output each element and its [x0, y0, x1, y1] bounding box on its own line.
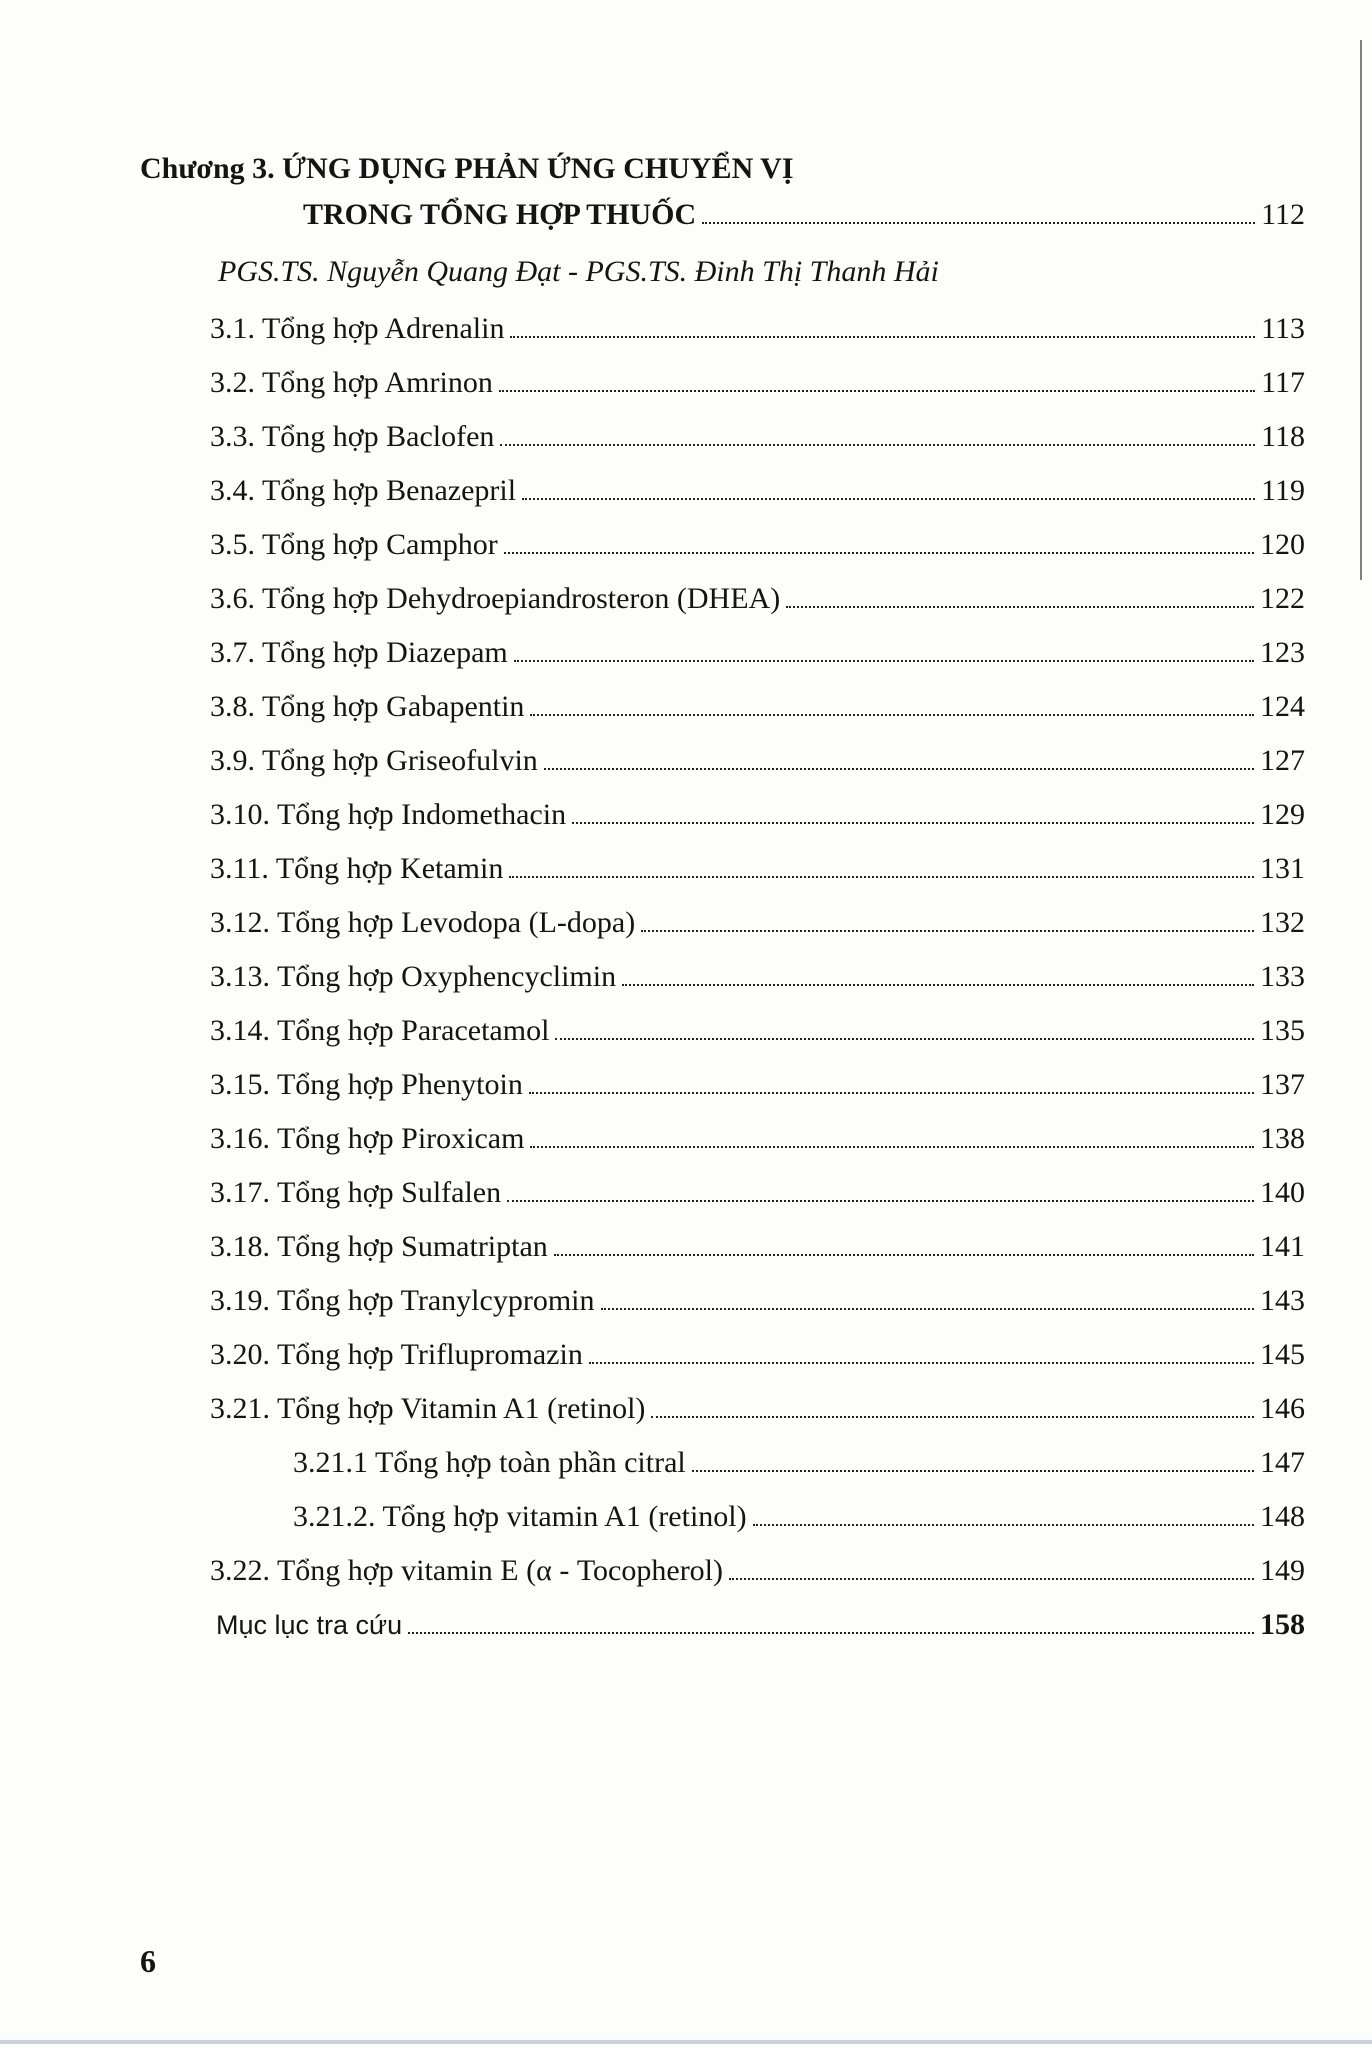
toc-entry-label: 3.16. Tổng hợp Piroxicam	[210, 1122, 525, 1155]
toc-entry[interactable]	[210, 950, 1305, 1004]
toc-entry-label: 3.15. Tổng hợp Phenytoin	[210, 1068, 523, 1101]
dot-leader	[544, 768, 1254, 770]
toc-entry-label: 3.4. Tổng hợp Benazepril	[210, 474, 517, 507]
chapter-title-line2-row	[303, 196, 1305, 234]
dot-leader	[509, 876, 1254, 878]
toc-entry-label: 3.21. Tổng hợp Vitamin A1 (retinol)	[210, 1392, 646, 1425]
toc-entry-page: 138	[1260, 1122, 1305, 1155]
dot-leader	[510, 336, 1255, 338]
toc-entry-label: 3.5. Tổng hợp Camphor	[210, 528, 498, 561]
toc-entry-label: 3.6. Tổng hợp Dehydroepiandrosteron (DHEA)	[210, 582, 781, 615]
toc-entry[interactable]	[210, 1220, 1305, 1274]
toc-entry[interactable]	[210, 1544, 1305, 1598]
dot-leader	[530, 714, 1254, 716]
toc-entry-page: 124	[1260, 690, 1305, 723]
toc-entry-label: 3.21.2. Tổng hợp vitamin A1 (retinol)	[293, 1500, 747, 1533]
dot-leader	[514, 660, 1254, 662]
toc-entry[interactable]	[210, 734, 1305, 788]
toc-entry-label: 3.19. Tổng hợp Tranylcypromin	[210, 1284, 595, 1317]
toc-entry-page: 148	[1260, 1500, 1305, 1533]
toc-entry-page: 131	[1260, 852, 1305, 885]
toc-entry[interactable]	[210, 1382, 1305, 1436]
toc-entry-label: 3.20. Tổng hợp Triflupromazin	[210, 1338, 583, 1371]
toc-entry-label: 3.22. Tổng hợp vitamin E (α - Tocopherol)	[210, 1554, 724, 1587]
toc-entry-page: 127	[1260, 744, 1305, 777]
toc-entry-label: 3.11. Tổng hợp Ketamin	[210, 852, 504, 885]
toc-entry-page: 158	[1260, 1608, 1305, 1641]
toc-entry[interactable]	[210, 626, 1305, 680]
toc-subentry[interactable]	[293, 1490, 1305, 1544]
toc-entry-index[interactable]	[216, 1598, 1305, 1652]
dot-leader	[529, 1092, 1254, 1094]
chapter-authors: PGS.TS. Nguyễn Quang Đạt - PGS.TS. Đinh Thị Thanh Hải	[218, 255, 939, 288]
dot-leader	[601, 1308, 1255, 1310]
toc-entry-page: 120	[1260, 528, 1305, 561]
chapter-page-number: 112	[1261, 198, 1305, 231]
toc-entry-page: 135	[1260, 1014, 1305, 1047]
dot-leader	[530, 1146, 1254, 1148]
page-number: 6	[140, 1943, 156, 1979]
toc-entry[interactable]	[210, 896, 1305, 950]
toc-entry[interactable]	[210, 518, 1305, 572]
dot-leader	[500, 444, 1255, 446]
dot-leader	[786, 606, 1254, 608]
toc-entry-label: 3.21.1 Tổng hợp toàn phần citral	[293, 1446, 686, 1479]
toc-entry[interactable]	[210, 1166, 1305, 1220]
chapter-heading	[140, 150, 1305, 242]
toc-entry[interactable]	[210, 1004, 1305, 1058]
dot-leader	[589, 1362, 1254, 1364]
toc-entry-page: 123	[1260, 636, 1305, 669]
toc-entry-label: 3.14. Tổng hợp Paracetamol	[210, 1014, 550, 1047]
toc-entry-page: 146	[1260, 1392, 1305, 1425]
dot-leader	[702, 222, 1255, 224]
toc-entry-page: 122	[1260, 582, 1305, 615]
chapter-title-line1: Chương 3. ỨNG DỤNG PHẢN ỨNG CHUYỂN VỊ	[140, 152, 794, 185]
dot-leader	[507, 1200, 1254, 1202]
dot-leader	[504, 552, 1254, 554]
toc-entry[interactable]	[210, 356, 1305, 410]
toc-entry-page: 132	[1260, 906, 1305, 939]
toc-entry-page: 147	[1260, 1446, 1305, 1479]
toc-entry-label: 3.17. Tổng hợp Sulfalen	[210, 1176, 502, 1209]
toc-entry[interactable]	[210, 1058, 1305, 1112]
toc-entry-page: 140	[1260, 1176, 1305, 1209]
toc-entry-page: 137	[1260, 1068, 1305, 1101]
toc-entry-page: 133	[1260, 960, 1305, 993]
table-of-contents	[140, 150, 1305, 1652]
toc-entry-page: 145	[1260, 1338, 1305, 1371]
scan-bottom-edge	[0, 2040, 1372, 2044]
dot-leader	[651, 1416, 1254, 1418]
toc-entry-label: 3.2. Tổng hợp Amrinon	[210, 366, 493, 399]
toc-entry-page: 129	[1260, 798, 1305, 831]
toc-entry-page: 117	[1261, 366, 1305, 399]
toc-entry-label: 3.10. Tổng hợp Indomethacin	[210, 798, 567, 831]
toc-entry[interactable]	[210, 302, 1305, 356]
toc-entry[interactable]	[210, 842, 1305, 896]
dot-leader	[555, 1038, 1254, 1040]
toc-entry[interactable]	[210, 1274, 1305, 1328]
toc-entry-page: 141	[1260, 1230, 1305, 1263]
dot-leader	[572, 822, 1254, 824]
toc-entry[interactable]	[210, 1328, 1305, 1382]
toc-entry-label: 3.12. Tổng hợp Levodopa (L-dopa)	[210, 906, 636, 939]
toc-entry-page: 143	[1260, 1284, 1305, 1317]
toc-entry-label: 3.18. Tổng hợp Sumatriptan	[210, 1230, 548, 1263]
toc-entry-page: 119	[1261, 474, 1305, 507]
chapter-title-line2: TRONG TỔNG HỢP THUỐC	[303, 198, 697, 231]
dot-leader	[522, 498, 1255, 500]
dot-leader	[692, 1470, 1254, 1472]
dot-leader	[729, 1578, 1254, 1580]
toc-entry-label: 3.9. Tổng hợp Griseofulvin	[210, 744, 538, 777]
dot-leader	[641, 930, 1254, 932]
dot-leader	[753, 1524, 1254, 1526]
toc-entry[interactable]	[210, 464, 1305, 518]
scan-edge-line	[1360, 40, 1362, 580]
toc-entry[interactable]	[210, 788, 1305, 842]
dot-leader	[554, 1254, 1254, 1256]
toc-entry[interactable]	[210, 572, 1305, 626]
toc-entry-label: 3.7. Tổng hợp Diazepam	[210, 636, 508, 669]
toc-entry[interactable]	[210, 410, 1305, 464]
toc-entry[interactable]	[210, 1112, 1305, 1166]
dot-leader	[622, 984, 1254, 986]
toc-entry-label: 3.1. Tổng hợp Adrenalin	[210, 312, 505, 345]
toc-entry-page: 118	[1261, 420, 1305, 453]
toc-entry-label: Mục lục tra cứu	[216, 1610, 403, 1640]
dot-leader	[499, 390, 1255, 392]
toc-entry-label: 3.13. Tổng hợp Oxyphencyclimin	[210, 960, 617, 993]
toc-subentry[interactable]	[293, 1436, 1305, 1490]
toc-entry-page: 149	[1260, 1554, 1305, 1587]
dot-leader	[408, 1632, 1254, 1634]
toc-entry-page: 113	[1261, 312, 1305, 345]
toc-entry[interactable]	[210, 680, 1305, 734]
toc-entry-label: 3.8. Tổng hợp Gabapentin	[210, 690, 525, 723]
toc-entry-label: 3.3. Tổng hợp Baclofen	[210, 420, 495, 453]
